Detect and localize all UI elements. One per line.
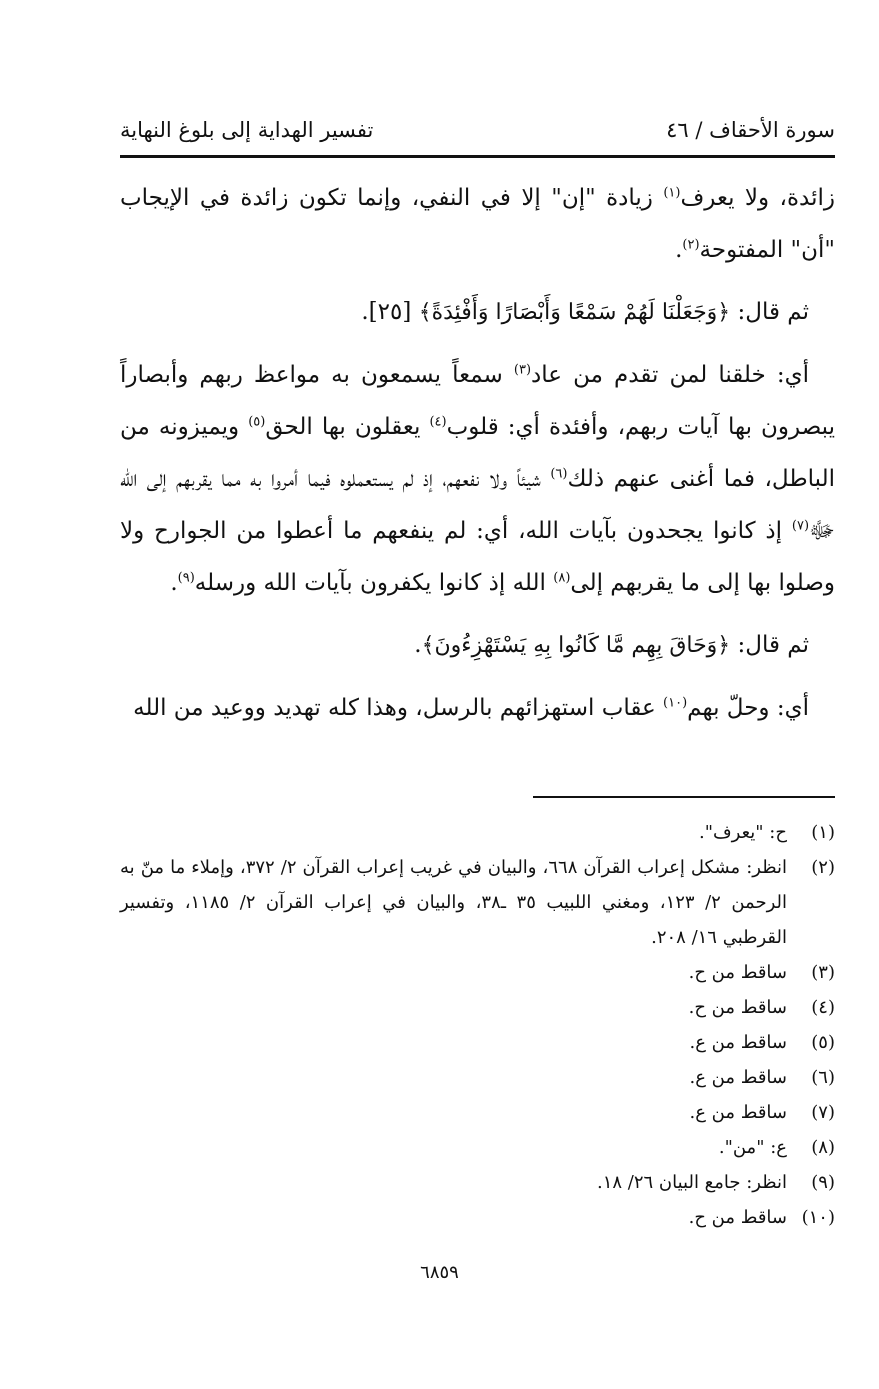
footnote-text: انظر: جامع البيان ٢٦/ ١٨. [596, 1172, 787, 1193]
text-run: سمعاً يسمعون به مواعظ ربهم وأبصاراً يبصرون بها آيات ربهم، وأفئدة أي: قلوب [120, 362, 836, 440]
text-run: ثم قال: [730, 632, 809, 658]
footnote-item [120, 815, 835, 850]
footnote-ref: (١) [663, 185, 681, 201]
footnote-number: (٩) [811, 1172, 835, 1193]
text-run: زيادة "إن" إلا في النفي، وإنما تكون زائدة في الإيجاب "أن" المفتوحة [120, 185, 835, 263]
text-run: ثم قال: [730, 299, 809, 325]
text-run: . [414, 632, 422, 658]
footnote-item [120, 990, 835, 1025]
footnote-number: (١٠) [801, 1207, 835, 1228]
footnote-text: ساقط من ح. [688, 997, 787, 1018]
footnote-item [120, 1060, 835, 1095]
footnote-ref: (٩) [177, 570, 195, 586]
text-run: أي: وحلّ بهم [687, 695, 809, 721]
paragraph-2 [120, 286, 835, 339]
header-surah-title: سورة الأحقاف / ٤٦ [666, 118, 835, 142]
footnote-number: (٥) [811, 1032, 835, 1053]
text-run: أي: خلقنا لمن تقدم من عاد [531, 362, 809, 388]
paragraph-4 [120, 619, 835, 672]
footnote-item [120, 1130, 835, 1165]
footnote-ref: (٢) [682, 237, 700, 253]
footnotes-list [120, 815, 835, 1235]
verse-number: [٢٥]. [361, 299, 419, 325]
text-run: عقاب استهزائهم بالرسل، وهذا كله تهديد ووعيد من الله [133, 695, 664, 721]
footnote-item [120, 850, 835, 955]
running-header [120, 112, 835, 148]
footnote-text: ح: "يعرف". [699, 822, 787, 843]
page-number: ٦٨٥٩ [420, 1262, 459, 1283]
footnote-item [120, 1025, 835, 1060]
main-text [120, 172, 835, 734]
footnote-text: ع: "من". [718, 1137, 787, 1158]
footnote-text: انظر: مشكل إعراب القرآن ٦٦٨، والبيان في غريب إعراب القرآن ٢/ ٣٧٢، وإملاء ما منّ به الرحمن ٢/ ١٢٣، ومغني اللبيب ٣٥ ـ٣٨، والبيان في إعراب القرآن ٢/ ١١٨٥، وتفسير القرطبي ١٦/ ٢٠٨. [120, 857, 787, 948]
header-divider [120, 155, 835, 158]
footnote-ref: (٣) [513, 362, 532, 378]
footnote-text: ساقط من ع. [689, 1067, 787, 1088]
footnote-ref: (٥) [248, 414, 266, 430]
text-run: . [675, 237, 683, 263]
text-run: يعقلون بها الحق [265, 414, 430, 440]
footnote-divider [533, 796, 835, 798]
text-run: شيئاً ولا نفعهم، إذ لم يستعملوه فيما أمروا به مما يقربهم إلى الله ﷻ [120, 466, 835, 544]
text-run: الله إذ كانوا يكفرون بآيات الله ورسله [194, 570, 554, 596]
footnote-item [120, 1200, 835, 1235]
footnote-ref: (٧) [791, 518, 810, 534]
footnote-number: (٢) [811, 857, 835, 878]
text-run: . [170, 570, 178, 596]
footnote-ref: (٤) [429, 414, 447, 430]
footnote-text: ساقط من ح. [688, 1207, 787, 1228]
text-run: زائدة، ولا يعرف [680, 185, 835, 211]
footnote-number: (٧) [811, 1102, 835, 1123]
footnote-number: (٦) [811, 1067, 835, 1088]
paragraph-3 [120, 349, 835, 609]
text-run: ويميزونه من الباطل، فما أغنى عنهم ذلك [120, 414, 835, 492]
footnote-text: ساقط من ع. [689, 1102, 787, 1123]
footnote-item [120, 1095, 835, 1130]
footnote-ref: (١٠) [663, 695, 688, 711]
footnote-item [120, 1165, 835, 1200]
footnote-ref: (٦) [550, 466, 568, 482]
header-book-title: تفسير الهداية إلى بلوغ النهاية [120, 118, 374, 142]
footnote-number: (٣) [811, 962, 835, 983]
footnote-ref: (٨) [553, 570, 571, 586]
footnote-text: ساقط من ع. [689, 1032, 787, 1053]
text-run: إذ كانوا يجحدون بآيات الله، أي: لم ينفعهم ما أعطوا من الجوارح ولا وصلوا بها إلى ما يقربهم إلى [120, 518, 835, 596]
footnote-item [120, 955, 835, 990]
footnote-text: ساقط من ح. [688, 962, 787, 983]
footnote-number: (١) [811, 822, 835, 843]
quran-verse: ﴿وَجَعَلْنَا لَهُمْ سَمْعًا وَأَبْصَارًا وَأَفْئِدَةً﴾ [418, 300, 731, 325]
paragraph-1 [120, 172, 835, 276]
footnote-number: (٤) [811, 997, 835, 1018]
paragraph-5 [120, 682, 835, 734]
quran-verse: ﴿وَحَاقَ بِهِم مَّا كَانُوا بِهِ يَسْتَهْزِءُونَ﴾ [421, 633, 731, 658]
footnote-number: (٨) [811, 1137, 835, 1158]
